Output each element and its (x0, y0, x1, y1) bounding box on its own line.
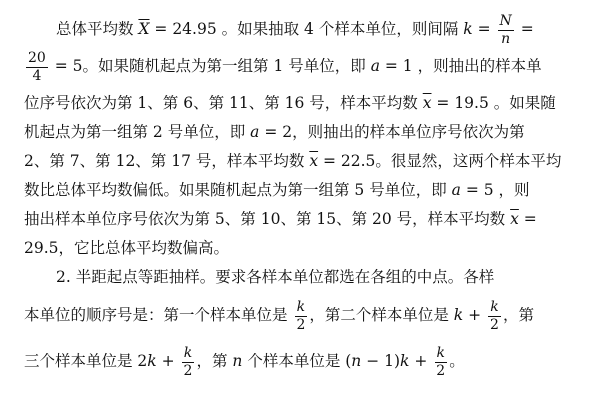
text: − 1) (361, 352, 401, 370)
text: ，第 (196, 352, 233, 370)
variable-k: k (147, 352, 157, 370)
text: 本单位的顺序号是：第一个样本单位是 (24, 306, 293, 324)
fraction-numerator: N (499, 13, 512, 29)
paragraph-1-line-2 (24, 43, 580, 89)
text: ，第 (502, 306, 534, 324)
text: 抽出样本单位序号依次为第 5、第 10、第 15、第 20 号，样本平均数 (24, 210, 511, 228)
paragraph-1-line-3 (24, 89, 580, 118)
fraction-denominator: 2 (436, 362, 446, 379)
text: = 5 ，则 (460, 181, 530, 199)
text: = 1 ，则抽出的样本单 (379, 57, 542, 75)
fraction-k-over-2 (434, 346, 447, 378)
paragraph-1-line-8 (24, 234, 580, 263)
text: 总体平均数 (56, 20, 139, 39)
text: 29.5，它比总体平均数偏高。 (24, 239, 230, 257)
variable-k: k (463, 20, 473, 39)
fraction-denominator: 4 (32, 67, 42, 84)
text: = (515, 20, 534, 39)
variable-k: k (400, 352, 410, 370)
fraction-k-over-2 (488, 300, 501, 332)
population-mean-symbol: $\overline{X}$ (138, 20, 150, 39)
text: = (472, 20, 496, 39)
text: 三个样本单位是 2 (24, 352, 148, 370)
variable-k: k (453, 306, 464, 324)
text: = 24.95 。如果抽取 4 个样本单位，则间隔 (149, 20, 464, 39)
fraction-denominator: 2 (183, 362, 193, 379)
paragraph-1-line-6 (24, 176, 580, 205)
text: + (409, 352, 433, 370)
paragraph-1-line-4 (24, 118, 580, 147)
text: 机起点为第一组第 2 号单位，即 (24, 123, 251, 141)
text: 数比总体平均数偏低。如果随机起点为第一组第 5 号单位，即 (24, 181, 452, 199)
sample-mean-symbol: $\overline{x}$ (510, 210, 519, 228)
fraction-numerator: k (296, 298, 306, 315)
text: = 22.5。很显然，这两个样本平均 (318, 152, 562, 170)
sample-mean-symbol: $\overline{x}$ (422, 94, 432, 112)
sample-mean-symbol: $\overline{x}$ (309, 152, 319, 170)
paragraph-1-line-1 (24, 13, 580, 47)
fraction-denominator: 2 (296, 316, 306, 333)
text: 。 (449, 352, 465, 370)
variable-a: a (250, 123, 260, 141)
variable-a: a (370, 57, 380, 75)
fraction-20-over-4 (26, 51, 48, 83)
variable-n: n (351, 352, 362, 370)
text: = 2，则抽出的样本单位序号依次为第 (259, 123, 525, 141)
fraction-N-over-n (498, 14, 514, 46)
fraction-denominator: 2 (490, 316, 499, 333)
text: ，第二个样本单位是 (309, 306, 454, 324)
paragraph-1-line-7 (24, 205, 580, 234)
paragraph-2-line-2 (24, 292, 580, 338)
text: = 5。如果随机起点为第一组第 1 号单位，即 (49, 57, 371, 75)
text: = 19.5 。如果随 (431, 94, 556, 112)
fraction-numerator: k (436, 344, 445, 361)
fraction-k-over-2 (294, 300, 307, 332)
text: 2. 半距起点等距抽样。要求各样本单位都选在各组的中点。各样 (56, 268, 495, 286)
fraction-k-over-2 (182, 346, 195, 378)
fraction-numerator: k (183, 344, 193, 361)
text: 位序号依次为第 1、第 6、第 11、第 16 号，样本平均数 (24, 94, 423, 112)
paragraph-2-line-3 (24, 338, 580, 384)
fraction-denominator: n (501, 30, 511, 47)
text: 2、第 7、第 12、第 17 号，样本平均数 (24, 152, 310, 170)
fraction-numerator: k (490, 298, 499, 315)
variable-a: a (451, 181, 461, 199)
text: = (518, 210, 537, 228)
fraction-numerator: 20 (28, 49, 46, 66)
text: + (156, 352, 180, 370)
paragraph-2-line-1 (24, 263, 580, 292)
paragraph-1-line-5 (24, 147, 580, 176)
text: + (463, 306, 487, 324)
variable-n: n (232, 352, 243, 370)
text: 个样本单位是 ( (242, 352, 352, 370)
